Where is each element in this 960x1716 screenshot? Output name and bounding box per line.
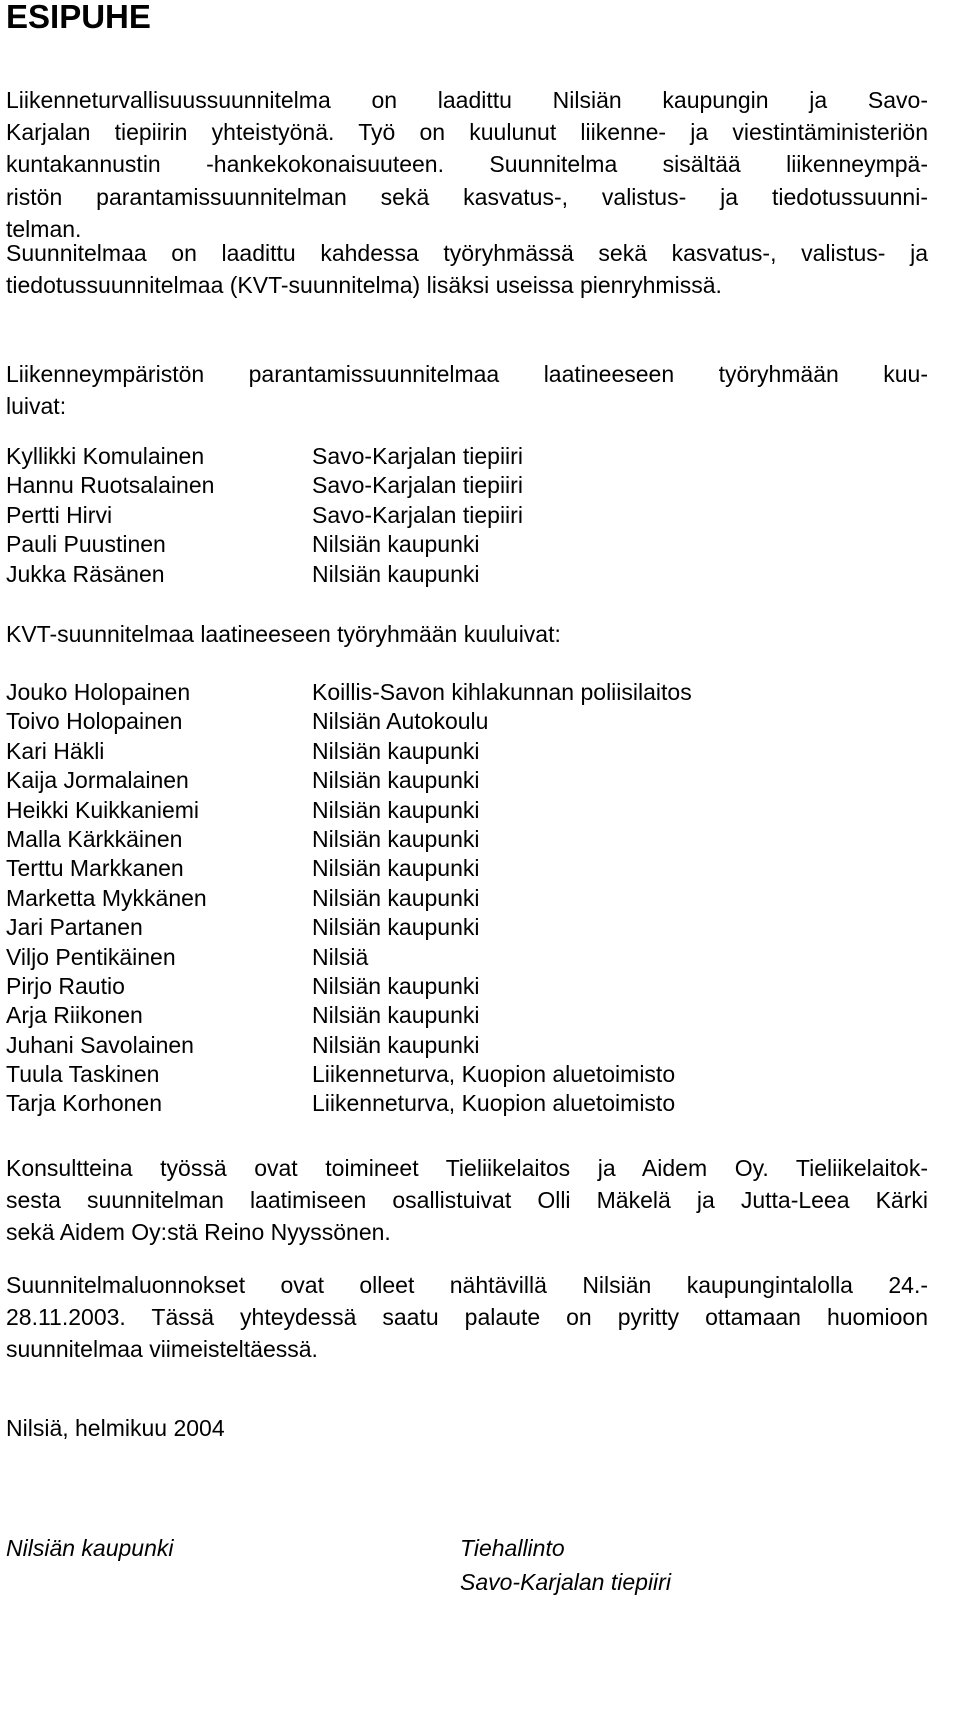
- text-line: Suunnitelmaa on laadittu kahdessa työryhmässä sekä kasvatus-, valistus- ja: [6, 240, 928, 266]
- member-row: [6, 972, 936, 1001]
- member-name: Jari Partanen: [6, 914, 143, 941]
- member-row: [6, 678, 936, 707]
- member-row: [6, 1089, 936, 1118]
- member-name: Toivo Holopainen: [6, 708, 183, 735]
- group1-member-list: [6, 442, 936, 589]
- text-line: telman.: [6, 215, 82, 242]
- text-line: Suunnitelmaluonnokset ovat olleet nähtävillä Nilsiän kaupungintalolla 24.-: [6, 1272, 928, 1298]
- text-line: Konsultteina työssä ovat toimineet Tieliikelaitos ja Aidem Oy. Tieliikelaitok-: [6, 1155, 928, 1181]
- member-name: Tuula Taskinen: [6, 1061, 160, 1088]
- intro-paragraph: [6, 84, 928, 245]
- text-line: sekä Aidem Oy:stä Reino Nyyssönen.: [6, 1219, 391, 1246]
- member-name: Pertti Hirvi: [6, 501, 113, 528]
- member-row: [6, 884, 936, 913]
- member-row: [6, 707, 936, 736]
- member-name: Hannu Ruotsalainen: [6, 472, 215, 499]
- member-organization: Savo-Karjalan tiepiiri: [312, 443, 523, 469]
- member-row: [6, 737, 936, 766]
- workgroups-paragraph: [6, 237, 928, 301]
- text-line: sesta suunnitelman laatimiseen osallistuivat Olli Mäkelä ja Jutta-Leea Kärki: [6, 1187, 928, 1214]
- member-organization: Savo-Karjalan tiepiiri: [312, 501, 523, 528]
- member-row: [6, 913, 936, 942]
- member-name: Viljo Pentikäinen: [6, 943, 176, 970]
- kvt-group-intro: KVT-suunnitelmaa laatineeseen työryhmään kuuluivat:: [6, 621, 561, 647]
- member-organization: Nilsiän kaupunki: [312, 531, 480, 558]
- member-organization: Nilsiän kaupunki: [312, 825, 480, 852]
- member-row: [6, 560, 936, 589]
- member-row: [6, 766, 936, 795]
- drafts-paragraph: [6, 1269, 928, 1366]
- member-name: Jukka Räsänen: [6, 560, 165, 587]
- text-line: tiedotussuunnitelmaa (KVT-suunnitelma) lisäksi useissa pienryhmissä.: [6, 272, 722, 299]
- consultants-paragraph: [6, 1152, 928, 1249]
- member-name: Marketta Mykkänen: [6, 884, 207, 911]
- member-organization: Nilsiän kaupunki: [312, 796, 480, 823]
- signature-authority: Tiehallinto: [460, 1535, 565, 1561]
- member-name: Kyllikki Komulainen: [6, 443, 205, 469]
- member-organization: Nilsiän kaupunki: [312, 914, 480, 941]
- text-line: luivat:: [6, 393, 67, 420]
- text-line: Karjalan tiepiirin yhteistyönä. Työ on kuulunut liikenne- ja viestintäministeriön: [6, 119, 928, 146]
- group1-intro-paragraph: [6, 358, 928, 422]
- member-organization: Nilsiän kaupunki: [312, 1031, 480, 1058]
- member-name: Jouko Holopainen: [6, 679, 191, 705]
- member-row: [6, 442, 936, 471]
- signature-city: Nilsiän kaupunki: [6, 1535, 174, 1561]
- place-and-date: Nilsiä, helmikuu 2004: [6, 1415, 225, 1441]
- member-organization: Koillis-Savon kihlakunnan poliisilaitos: [312, 679, 692, 705]
- member-name: Malla Kärkkäinen: [6, 825, 183, 852]
- member-organization: Nilsiän kaupunki: [312, 767, 480, 794]
- member-name: Pauli Puustinen: [6, 531, 166, 558]
- member-row: [6, 943, 936, 972]
- member-organization: Nilsiän kaupunki: [312, 737, 480, 764]
- member-organization: Savo-Karjalan tiepiiri: [312, 472, 523, 499]
- member-row: [6, 1031, 936, 1060]
- text-line: 28.11.2003. Tässä yhteydessä saatu palaute on pyritty ottamaan huomioon: [6, 1304, 928, 1331]
- member-row: [6, 471, 936, 500]
- member-organization: Nilsiän kaupunki: [312, 1002, 480, 1029]
- member-name: Heikki Kuikkaniemi: [6, 796, 200, 823]
- member-name: Tarja Korhonen: [6, 1090, 162, 1117]
- group2-member-list: [6, 678, 936, 1119]
- member-row: [6, 825, 936, 854]
- member-row: [6, 854, 936, 883]
- member-organization: Liikenneturva, Kuopion aluetoimisto: [312, 1090, 676, 1117]
- member-name: Kari Häkli: [6, 737, 105, 764]
- member-organization: Nilsiä: [312, 943, 369, 970]
- member-organization: Nilsiän kaupunki: [312, 560, 480, 587]
- text-line: Liikenneympäristön parantamissuunnitelmaa laatineeseen työryhmään kuu-: [6, 361, 928, 387]
- member-name: Arja Riikonen: [6, 1002, 143, 1029]
- member-organization: Nilsiän kaupunki: [312, 855, 480, 882]
- member-organization: Nilsiän kaupunki: [312, 884, 480, 911]
- member-name: Kaija Jormalainen: [6, 767, 189, 794]
- member-row: [6, 530, 936, 559]
- text-line: kuntakannustin -hankekokonaisuuteen. Suunnitelma sisältää liikenneympä-: [6, 151, 928, 178]
- text-line: ristön parantamissuunnitelman sekä kasvatus-, valistus- ja tiedotussuunni-: [6, 183, 928, 210]
- signature-district: Savo-Karjalan tiepiiri: [460, 1569, 671, 1595]
- member-row: [6, 501, 936, 530]
- member-name: Pirjo Rautio: [6, 972, 125, 999]
- page-title: ESIPUHE: [6, 0, 151, 35]
- member-row: [6, 1060, 936, 1089]
- member-organization: Nilsiän kaupunki: [312, 972, 480, 999]
- member-name: Juhani Savolainen: [6, 1031, 194, 1058]
- member-organization: Liikenneturva, Kuopion aluetoimisto: [312, 1061, 676, 1088]
- text-line: Liikenneturvallisuussuunnitelma on laadittu Nilsiän kaupungin ja Savo-: [6, 87, 928, 113]
- text-line: suunnitelmaa viimeisteltäessä.: [6, 1336, 318, 1363]
- member-row: [6, 796, 936, 825]
- member-name: Terttu Markkanen: [6, 855, 184, 882]
- member-row: [6, 1001, 936, 1030]
- member-organization: Nilsiän Autokoulu: [312, 708, 489, 735]
